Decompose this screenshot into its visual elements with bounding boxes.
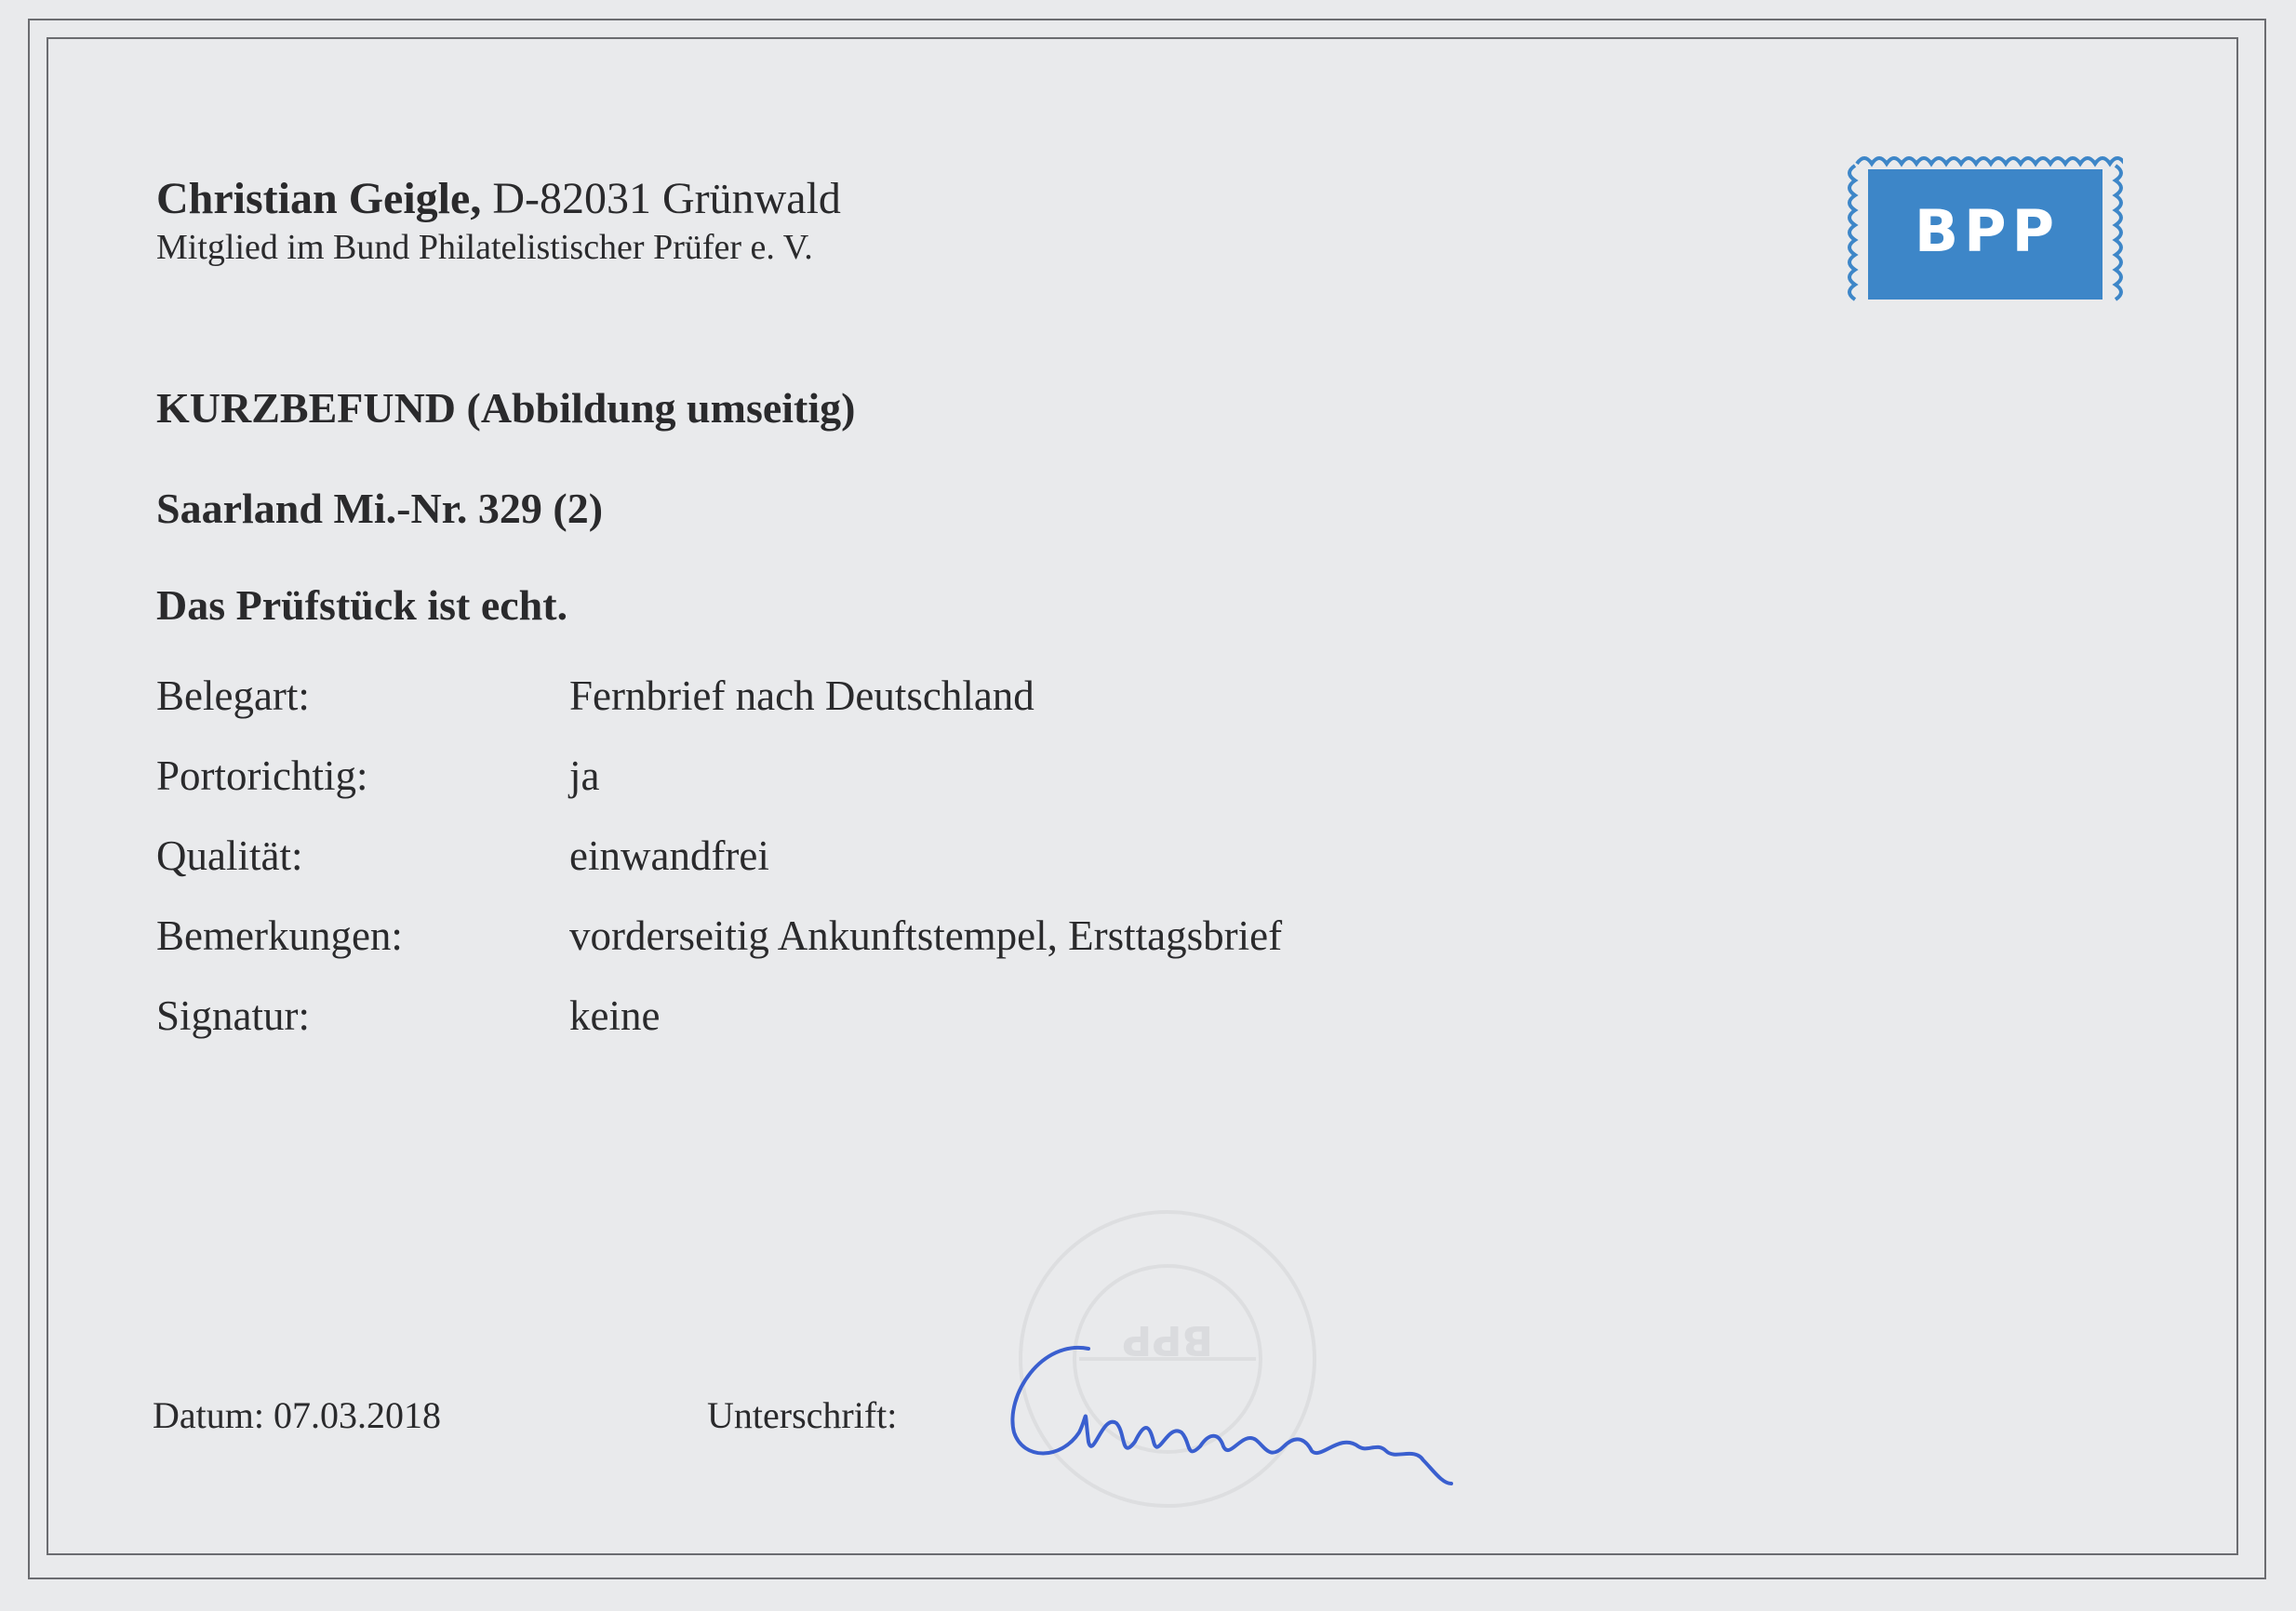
issuer-line bbox=[156, 173, 841, 224]
report-heading: KURZBEFUND (Abbildung umseitig) bbox=[156, 384, 856, 432]
signature-label: Unterschrift: bbox=[707, 1394, 898, 1436]
issuer-address: D-82031 Grünwald bbox=[492, 174, 841, 223]
detail-value: keine bbox=[569, 992, 661, 1039]
bpp-logo-text: BPP bbox=[1914, 197, 2061, 265]
detail-label: Belegart: bbox=[156, 672, 310, 719]
detail-label: Qualität: bbox=[156, 832, 303, 879]
svg-text:BPP: BPP bbox=[1121, 1316, 1214, 1364]
detail-label: Bemerkungen: bbox=[156, 912, 403, 959]
detail-value: einwandfrei bbox=[569, 832, 769, 879]
verdict: Das Prüfstück ist echt. bbox=[156, 581, 568, 629]
detail-value: Fernbrief nach Deutschland bbox=[569, 672, 1035, 719]
date-field: Datum: 07.03.2018 bbox=[153, 1394, 441, 1436]
detail-label: Portorichtig: bbox=[156, 752, 368, 799]
detail-value: ja bbox=[569, 752, 600, 799]
item-designation: Saarland Mi.-Nr. 329 (2) bbox=[156, 485, 604, 532]
detail-label: Signatur: bbox=[156, 992, 310, 1039]
issuer-name: Christian Geigle, bbox=[156, 174, 482, 223]
membership-line: Mitglied im Bund Philatelistischer Prüfer e. V. bbox=[156, 228, 813, 267]
detail-value: vorderseitig Ankunftstempel, Ersttagsbrief bbox=[569, 912, 1283, 959]
handwritten-signature bbox=[986, 1321, 1488, 1507]
bpp-logo bbox=[1848, 156, 2123, 313]
